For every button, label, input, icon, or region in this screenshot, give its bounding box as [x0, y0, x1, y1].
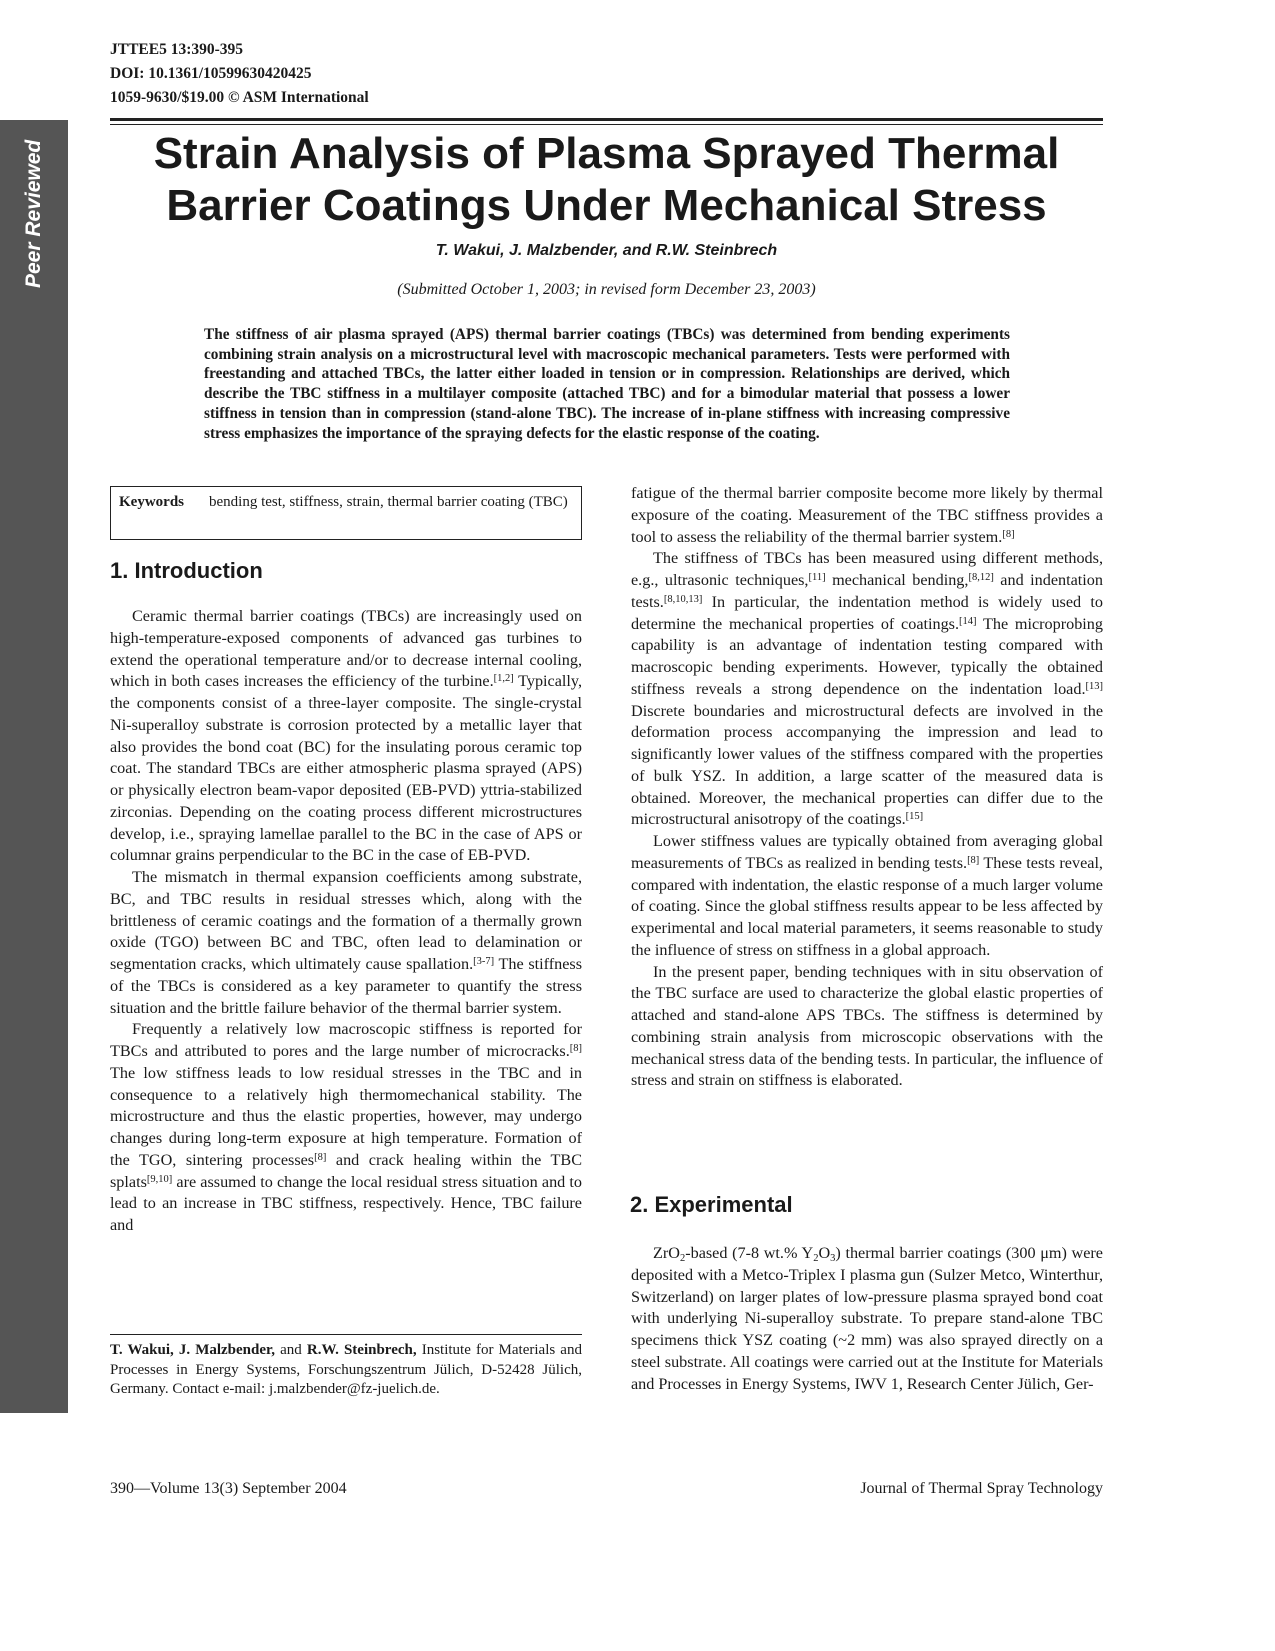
author-affiliation-footnote: T. Wakui, J. Malzbender, and R.W. Steinbrech, Institute for Materials and Processes in Energy Systems, Forschungszentrum Jülich, D-52428 Jülich, Germany. Contact e-mail: j.malzbender@fz-juelich.de. — [110, 1342, 582, 1398]
footer-journal-name: Journal of Thermal Spray Technology — [860, 1480, 1103, 1497]
section-heading-introduction: 1. Introduction — [110, 558, 263, 583]
paragraph: Lower stiffness values are typically obtained from averaging global measurements of TBCs as realized in bending tests.[8] These tests reveal, compared with indentation, the elastic response of a much larger volume of coating. Since the global stiffness results appear to be less affected by experimental and local material parameters, it seems reasonable to study the influence of stress on stiffness in a global approach. — [631, 832, 1103, 959]
peer-reviewed-label: Peer Reviewed — [22, 139, 45, 288]
paragraph: Ceramic thermal barrier coatings (TBCs) are increasingly used on high-temperature-exposed components of advanced gas turbines to extend the operational temperature and/or to decrease internal cooling, which in both cases increases the efficiency of the turbine.[1,2] Typically, the components consist of a three-layer composite. The single-crystal Ni-superalloy substrate is corrosion protected by a metallic layer that also provides the bond coat (BC) for the insulating porous ceramic top coat. The standard TBCs are either atmospheric plasma sprayed (APS) or physically electron beam-vapor deposited (EB-PVD) yttria-stabilized zirconias. Depending on the coating process different microstructures develop, i.e., spraying lamellae parallel to the BC in the case of APS or columnar grains perpendicular to the BC in the case of EB-PVD. — [110, 607, 583, 865]
left-column-text — [110, 606, 582, 1237]
journal-code: JTTEE5 13:390-395 — [110, 41, 244, 58]
section-heading-experimental: 2. Experimental — [630, 1192, 793, 1217]
paragraph: ZrO$_2$-based (7-8 wt.% $Y_2O_3$) thermal barrier coatings (300 μm) were deposited with a Metco-Triplex I plasma gun (Sulzer Metco, Winterthur, Switzerland) on larger plates of low-pressure plasma sprayed bond coat with underlying Ni-superalloy substrate. To prepare stand-alone TBC specimens thick YSZ coating (~2 mm) was also sprayed directly on a steel substrate. All coatings were carried out at the Institute for Materials and Processes in Energy Systems, IWV 1, Research Center Jülich, Ger- — [631, 1244, 1103, 1393]
issn-price: 1059-9630/$19.00 © ASM International — [110, 89, 369, 106]
paragraph: The stiffness of TBCs has been measured using different methods, e.g., ultrasonic techniques,[11] mechanical bending,[8,12] and indentation tests.[8,10,13] In particular, the indentation method is widely used to determine the mechanical properties of coatings.[14] The microprobing capability is an advantage of indentation testing compared with macroscopic bending experiments. However, typically the obtained stiffness reveals a strong dependence on the indentation load.[13] Discrete boundaries and microstructural defects are involved in the deformation process accompanying the impression and lead to significantly lower values of the stiffness compared with the properties of bulk YSZ. In addition, a large scatter of the measured data is obtained. Moreover, the mechanical properties can differ due to the microstructural anisotropy of the coatings.[15] — [631, 549, 1103, 829]
keywords-label: Keywords — [119, 494, 184, 510]
paragraph: The mismatch in thermal expansion coefficients among substrate, BC, and TBC results in residual stresses which, along with the brittleness of ceramic coatings and the formation of a thermally grown oxide (TGO) between BC and TBC, often lead to delamination or segmentation cracks, which ultimately cause spallation.[3-7] The stiffness of the TBCs is considered as a key parameter to quantify the stress situation and the brittle failure behavior of the thermal barrier system. — [110, 868, 582, 1017]
footnote-rule — [110, 1334, 582, 1335]
header-rule-thin — [110, 124, 1103, 125]
keywords-text: bending test, stiffness, strain, thermal barrier coating (TBC) — [209, 494, 568, 510]
paragraph: In the present paper, bending techniques with in situ observation of the TBC surface are used to characterize the global elastic properties of attached and stand-alone APS TBCs. The stiffness is determined by combining strain analysis from microscopic observations with the mechanical stress data of the bending tests. In particular, the influence of stress and strain on stiffness is elaborated. — [631, 962, 1103, 1090]
paragraph: fatigue of the thermal barrier composite become more likely by thermal exposure of the coating. Measurement of the TBC stiffness provides a tool to assess the reliability of the thermal barrier system.[8] — [631, 484, 1103, 546]
paragraph: Frequently a relatively low macroscopic stiffness is reported for TBCs and attributed to pores and the large number of microcracks.[8] The low stiffness leads to low residual stresses in the TBC and in consequence to a relatively high thermomechanical stability. The microstructure and thus the elastic properties, however, may undergo changes during long-term exposure at high temperature. Formation of the TGO, sintering processes[8] and crack healing within the TBC splats[9,10] are assumed to change the local residual stress situation and to lead to an increase in TBC stiffness, respectively. Hence, TBC failure and — [110, 1020, 582, 1234]
doi: DOI: 10.1361/10599630420425 — [110, 65, 312, 82]
right-column-text — [631, 483, 1103, 1092]
abstract: The stiffness of air plasma sprayed (APS) thermal barrier coatings (TBCs) was determined from bending experiments combining strain analysis on a microstructural level with macroscopic mechanical parameters. Tests were performed with freestanding and attached TBCs, the latter either loaded in tension or in compression. Relationships are derived, which describe the TBC stiffness in a multilayer composite (attached TBC) and for a bimodular material that possess a lower stiffness in tension than in compression (stand-alone TBC). The increase of in-plane stiffness with increasing compressive stress emphasizes the importance of the spraying defects for the elastic response of the coating. — [204, 326, 1010, 442]
submission-dates: (Submitted October 1, 2003; in revised form December 23, 2003) — [397, 281, 816, 298]
header-rule-thick — [110, 118, 1103, 121]
footer-page-volume: 390—Volume 13(3) September 2004 — [110, 1480, 347, 1497]
keywords-box — [110, 486, 582, 540]
title-line-2: Barrier Coatings Under Mechanical Stress — [166, 181, 1047, 230]
peer-reviewed-tab — [0, 120, 68, 1413]
experimental-text — [631, 1243, 1103, 1395]
title-line-1: Strain Analysis of Plasma Sprayed Thermal — [153, 129, 1060, 178]
authors: T. Wakui, J. Malzbender, and R.W. Steinbrech — [435, 242, 778, 259]
journal-identifier — [110, 38, 369, 110]
paper-title — [110, 128, 1103, 232]
